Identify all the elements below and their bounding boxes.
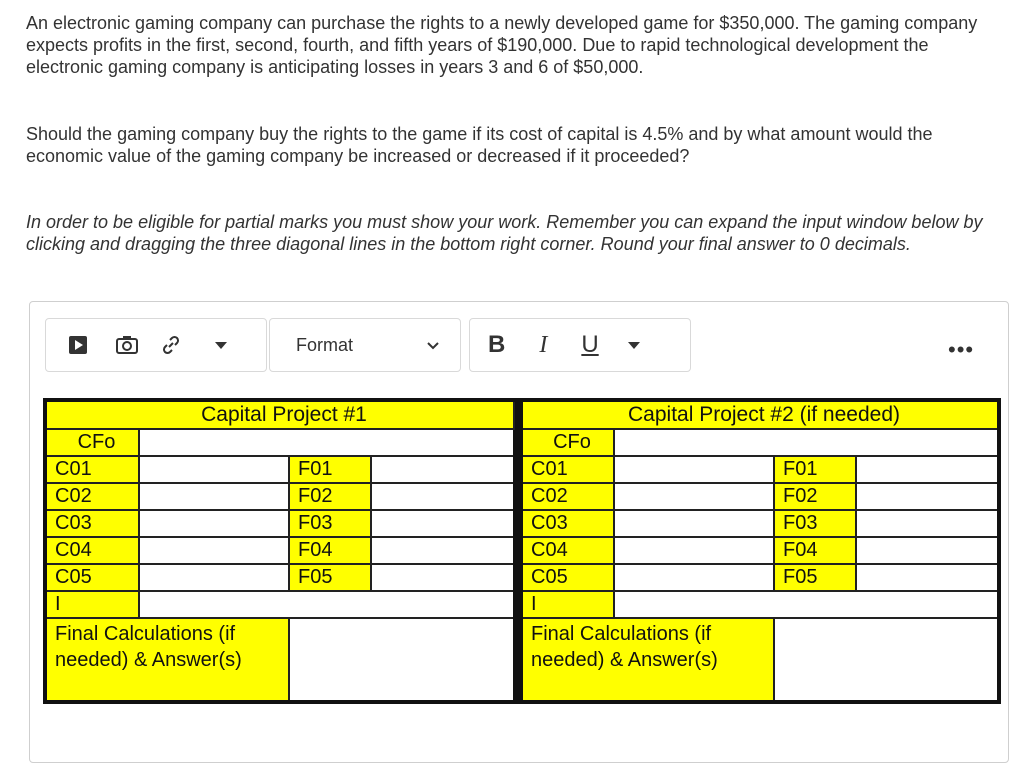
f-input[interactable] [856, 510, 999, 537]
caret-down-icon[interactable] [214, 330, 228, 360]
c-input[interactable] [614, 456, 774, 483]
f-input[interactable] [856, 537, 999, 564]
bold-button[interactable]: B [488, 331, 506, 358]
chevron-down-icon [424, 336, 442, 354]
c-label: C02 [45, 483, 139, 510]
c-label: C01 [522, 456, 614, 483]
italic-button[interactable]: I [539, 331, 548, 358]
c-label: C05 [45, 564, 139, 591]
f-label: F03 [289, 510, 371, 537]
f-input[interactable] [856, 456, 999, 483]
c-input[interactable] [139, 483, 289, 510]
final-row [45, 618, 999, 702]
c-input[interactable] [139, 564, 289, 591]
column-divider [514, 400, 522, 702]
f-input[interactable] [371, 537, 514, 564]
c-input[interactable] [139, 537, 289, 564]
caret-down-icon[interactable] [627, 330, 641, 360]
f-label: F04 [289, 537, 371, 564]
f-input[interactable] [371, 564, 514, 591]
f-label: F05 [289, 564, 371, 591]
c-label: C05 [522, 564, 614, 591]
project2-title: Capital Project #2 (if needed) [522, 400, 999, 429]
cfo-label: CFo [522, 429, 614, 456]
image-icon[interactable] [116, 330, 138, 360]
underline-button[interactable]: U [581, 331, 599, 358]
format-dropdown[interactable] [269, 318, 461, 372]
worksheet-table[interactable] [43, 398, 1001, 704]
instructions-paragraph: In order to be eligible for partial marks you must show your work. Remember you can expand the input window below by clicking and dragging the three diagonal lines in the bottom right corner. Round your final answer to 0 decimals. [26, 212, 983, 254]
link-icon[interactable] [160, 330, 182, 360]
project1-title: Capital Project #1 [45, 400, 514, 429]
f-label: F05 [774, 564, 856, 591]
f-input[interactable] [371, 483, 514, 510]
f-label: F02 [289, 483, 371, 510]
i-input[interactable] [139, 591, 514, 618]
worksheet-header-row [45, 400, 999, 429]
c-input[interactable] [139, 456, 289, 483]
c-input[interactable] [614, 564, 774, 591]
c-input[interactable] [614, 483, 774, 510]
c-input[interactable] [139, 510, 289, 537]
table-row [45, 456, 999, 483]
format-dropdown-label: Format [296, 334, 354, 355]
f-input[interactable] [856, 564, 999, 591]
c-label: C03 [45, 510, 139, 537]
question-paragraph-1: An electronic gaming company can purchase the rights to a newly developed game for $350,000. The gaming company expects profits in the first, second, fourth, and fifth years of $190,000. Due to rapid technological development the electronic gaming company is anticipating losses in years 3 and 6 of $50,000. [26, 13, 978, 77]
f-input[interactable] [371, 510, 514, 537]
cfo-input[interactable] [139, 429, 514, 456]
c-label: C03 [522, 510, 614, 537]
c-label: C01 [45, 456, 139, 483]
cfo-label: CFo [45, 429, 139, 456]
table-row [45, 564, 999, 591]
f-input[interactable] [856, 483, 999, 510]
f-label: F02 [774, 483, 856, 510]
table-row [45, 510, 999, 537]
table-row [45, 483, 999, 510]
f-label: F01 [289, 456, 371, 483]
c-label: C04 [45, 537, 139, 564]
cfo-input[interactable] [614, 429, 999, 456]
table-row [45, 537, 999, 564]
i-label: I [522, 591, 614, 618]
final-input[interactable] [774, 618, 999, 702]
text-style-toolbar-group [469, 318, 691, 372]
i-input[interactable] [614, 591, 999, 618]
f-label: F01 [774, 456, 856, 483]
interest-row [45, 591, 999, 618]
f-label: F04 [774, 537, 856, 564]
final-label: Final Calculations (if needed) & Answer(s) [45, 618, 289, 702]
insert-toolbar-group [45, 318, 267, 372]
more-options-button[interactable]: ••• [948, 337, 975, 362]
f-input[interactable] [371, 456, 514, 483]
question-paragraph-2: Should the gaming company buy the rights to the game if its cost of capital is 4.5% and by what amount would the economic value of the gaming company be increased or decreased if it proceeded? [26, 124, 933, 166]
cfo-row [45, 429, 999, 456]
f-label: F03 [774, 510, 856, 537]
c-input[interactable] [614, 537, 774, 564]
final-input[interactable] [289, 618, 514, 702]
media-icon[interactable] [68, 330, 88, 360]
c-label: C04 [522, 537, 614, 564]
final-label: Final Calculations (if needed) & Answer(s) [522, 618, 774, 702]
c-label: C02 [522, 483, 614, 510]
i-label: I [45, 591, 139, 618]
c-input[interactable] [614, 510, 774, 537]
